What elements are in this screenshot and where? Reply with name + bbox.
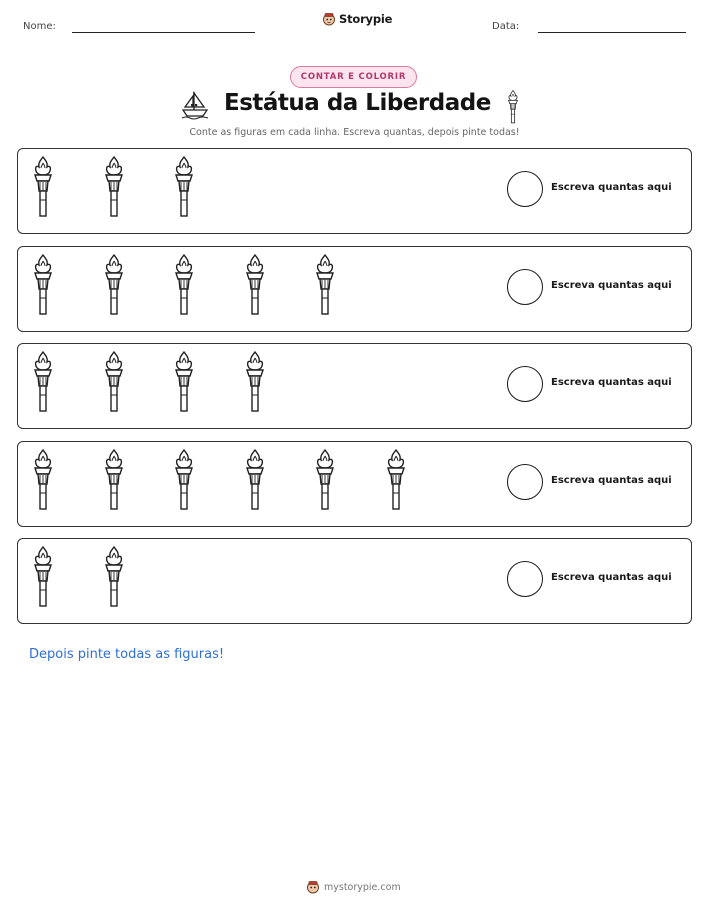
title-row — [0, 88, 709, 128]
answer-circle[interactable] — [507, 464, 543, 500]
torch-icon — [385, 448, 407, 512]
counting-row — [17, 148, 692, 234]
counting-row — [17, 538, 692, 624]
instructions: Conte as figuras em cada linha. Escreva quantas, depois pinte todas! — [189, 127, 520, 138]
torch-icon — [103, 350, 125, 414]
counting-row — [17, 343, 692, 429]
torch-icon — [32, 545, 54, 609]
torch-icon — [173, 155, 195, 219]
torch-icon — [505, 90, 521, 124]
answer-circle[interactable] — [507, 561, 543, 597]
name-line[interactable] — [72, 32, 255, 33]
torch-icon — [173, 448, 195, 512]
torch-icon — [32, 155, 54, 219]
torch-icon — [103, 545, 125, 609]
date-label: Data: — [492, 21, 520, 32]
brand-name: Storypie — [339, 12, 393, 26]
answer-circle[interactable] — [507, 269, 543, 305]
counting-row — [17, 441, 692, 527]
answer-label: Escreva quantas aqui — [551, 280, 672, 291]
torch-icon — [314, 448, 336, 512]
activity-badge: CONTAR E COLORIR — [290, 66, 417, 88]
torch-icon — [103, 448, 125, 512]
footer-url: mystorypie.com — [324, 881, 401, 893]
torch-icon — [103, 155, 125, 219]
torch-icon — [244, 253, 266, 317]
name-label: Nome: — [23, 21, 56, 32]
answer-circle[interactable] — [507, 171, 543, 207]
storypie-mascot-icon — [322, 12, 336, 26]
torch-icon — [103, 253, 125, 317]
torch-icon — [173, 253, 195, 317]
answer-label: Escreva quantas aqui — [551, 182, 672, 193]
sailboat-icon — [180, 89, 210, 121]
answer-label: Escreva quantas aqui — [551, 475, 672, 486]
torch-icon — [32, 350, 54, 414]
answer-label: Escreva quantas aqui — [551, 572, 672, 583]
answer-circle[interactable] — [507, 366, 543, 402]
footer-brand — [306, 880, 401, 894]
date-line[interactable] — [538, 32, 686, 33]
torch-icon — [244, 350, 266, 414]
torch-icon — [32, 253, 54, 317]
storypie-mascot-icon — [306, 880, 320, 894]
torch-icon — [314, 253, 336, 317]
footer-note: Depois pinte todas as figuras! — [29, 647, 225, 662]
brand-logo — [322, 12, 392, 26]
page-title: Estátua da Liberdade — [224, 90, 491, 116]
torch-icon — [173, 350, 195, 414]
answer-label: Escreva quantas aqui — [551, 377, 672, 388]
torch-icon — [32, 448, 54, 512]
torch-icon — [244, 448, 266, 512]
counting-row — [17, 246, 692, 332]
